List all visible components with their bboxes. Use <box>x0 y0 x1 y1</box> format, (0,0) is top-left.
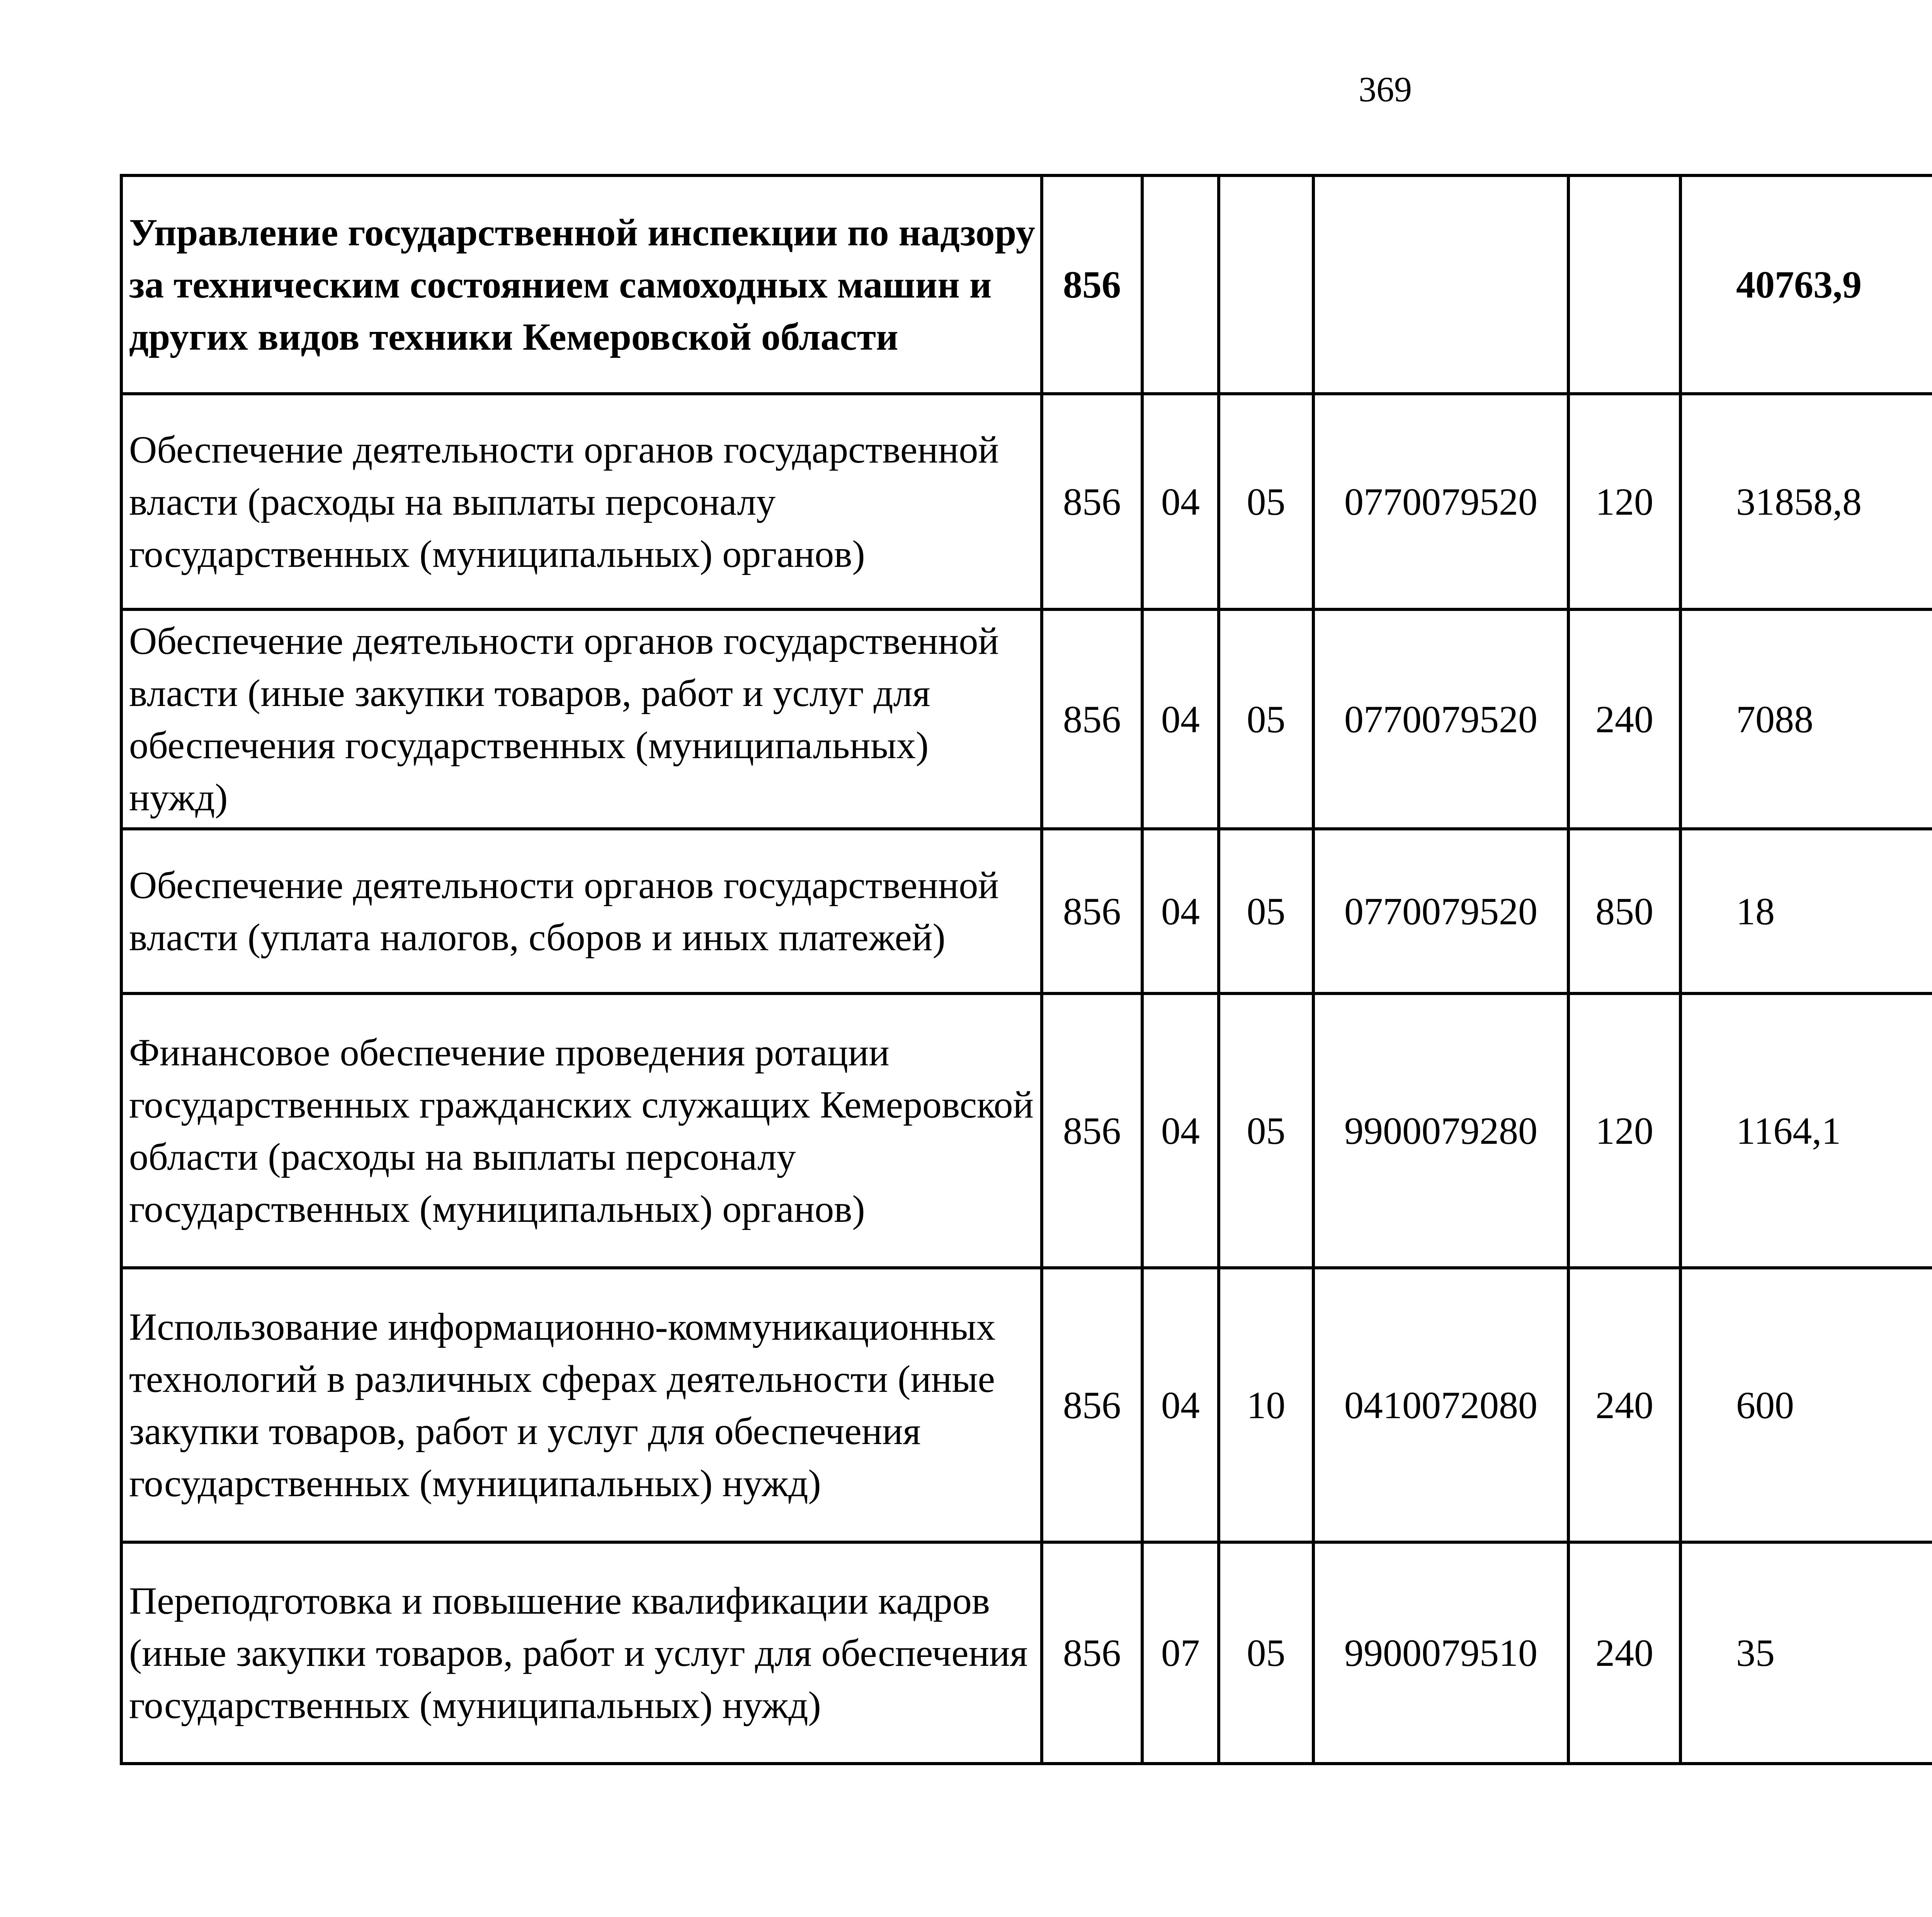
row-description: Использование информационно-коммуникационных технологий в различных сферах деятельности (иные закупки товаров, работ и услуг для обеспечения государственных (муниципальных) нужд) <box>121 1268 1042 1542</box>
subsection-code <box>1219 175 1313 394</box>
expense-type-code <box>1568 175 1680 394</box>
section-code: 07 <box>1142 1542 1219 1764</box>
section-code: 04 <box>1142 1268 1219 1542</box>
row-description: Обеспечение деятельности органов государственной власти (расходы на выплаты персоналу государственных (муниципальных) органов) <box>121 394 1042 609</box>
target-article-code: 0770079520 <box>1313 829 1568 993</box>
amount-year-1: 31858,8 <box>1680 394 1932 609</box>
ministry-code: 856 <box>1042 175 1142 394</box>
target-article-code: 0770079520 <box>1313 394 1568 609</box>
table-row <box>121 1268 1932 1542</box>
table-row <box>121 829 1932 993</box>
target-article-code: 9900079280 <box>1313 993 1568 1268</box>
row-description: Обеспечение деятельности органов государственной власти (уплата налогов, сборов и иных платежей) <box>121 829 1042 993</box>
amount-year-1: 35 <box>1680 1542 1932 1764</box>
subsection-code: 05 <box>1219 993 1313 1268</box>
expense-type-code: 120 <box>1568 394 1680 609</box>
section-code: 04 <box>1142 993 1219 1268</box>
section-code: 04 <box>1142 609 1219 829</box>
table-row-inspection-total <box>121 175 1932 394</box>
row-description: Обеспечение деятельности органов государственной власти (иные закупки товаров, работ и услуг для обеспечения государственных (муниципальных) нужд) <box>121 609 1042 829</box>
page-number: 369 <box>1359 70 1412 109</box>
table-row <box>121 993 1932 1268</box>
target-article-code: 9900079510 <box>1313 1542 1568 1764</box>
amount-year-1: 600 <box>1680 1268 1932 1542</box>
section-code: 04 <box>1142 829 1219 993</box>
amount-year-1: 18 <box>1680 829 1932 993</box>
row-description: Управление государственной инспекции по надзору за техническим состоянием самоходных машин и других видов техники Кемеровской области <box>121 175 1042 394</box>
table-row <box>121 394 1932 609</box>
expense-type-code: 120 <box>1568 993 1680 1268</box>
target-article-code: 0410072080 <box>1313 1268 1568 1542</box>
ministry-code: 856 <box>1042 993 1142 1268</box>
section-code <box>1142 175 1219 394</box>
expense-type-code: 850 <box>1568 829 1680 993</box>
table-row <box>121 609 1932 829</box>
amount-year-1: 1164,1 <box>1680 993 1932 1268</box>
table-row <box>121 1542 1932 1764</box>
row-description: Переподготовка и повышение квалификации кадров (иные закупки товаров, работ и услуг для обеспечения государственных (муниципальных) нужд) <box>121 1542 1042 1764</box>
amount-year-1: 40763,9 <box>1680 175 1932 394</box>
amount-year-1: 7088 <box>1680 609 1932 829</box>
target-article-code: 0770079520 <box>1313 609 1568 829</box>
subsection-code: 05 <box>1219 1542 1313 1764</box>
section-code: 04 <box>1142 394 1219 609</box>
ministry-code: 856 <box>1042 829 1142 993</box>
target-article-code <box>1313 175 1568 394</box>
ministry-code: 856 <box>1042 1542 1142 1764</box>
ministry-code: 856 <box>1042 1268 1142 1542</box>
budget-table <box>120 174 1932 1765</box>
row-description: Финансовое обеспечение проведения ротации государственных гражданских служащих Кемеровской области (расходы на выплаты персоналу государственных (муниципальных) органов) <box>121 993 1042 1268</box>
expense-type-code: 240 <box>1568 609 1680 829</box>
expense-type-code: 240 <box>1568 1542 1680 1764</box>
subsection-code: 10 <box>1219 1268 1313 1542</box>
ministry-code: 856 <box>1042 394 1142 609</box>
expense-type-code: 240 <box>1568 1268 1680 1542</box>
subsection-code: 05 <box>1219 394 1313 609</box>
subsection-code: 05 <box>1219 609 1313 829</box>
ministry-code: 856 <box>1042 609 1142 829</box>
subsection-code: 05 <box>1219 829 1313 993</box>
